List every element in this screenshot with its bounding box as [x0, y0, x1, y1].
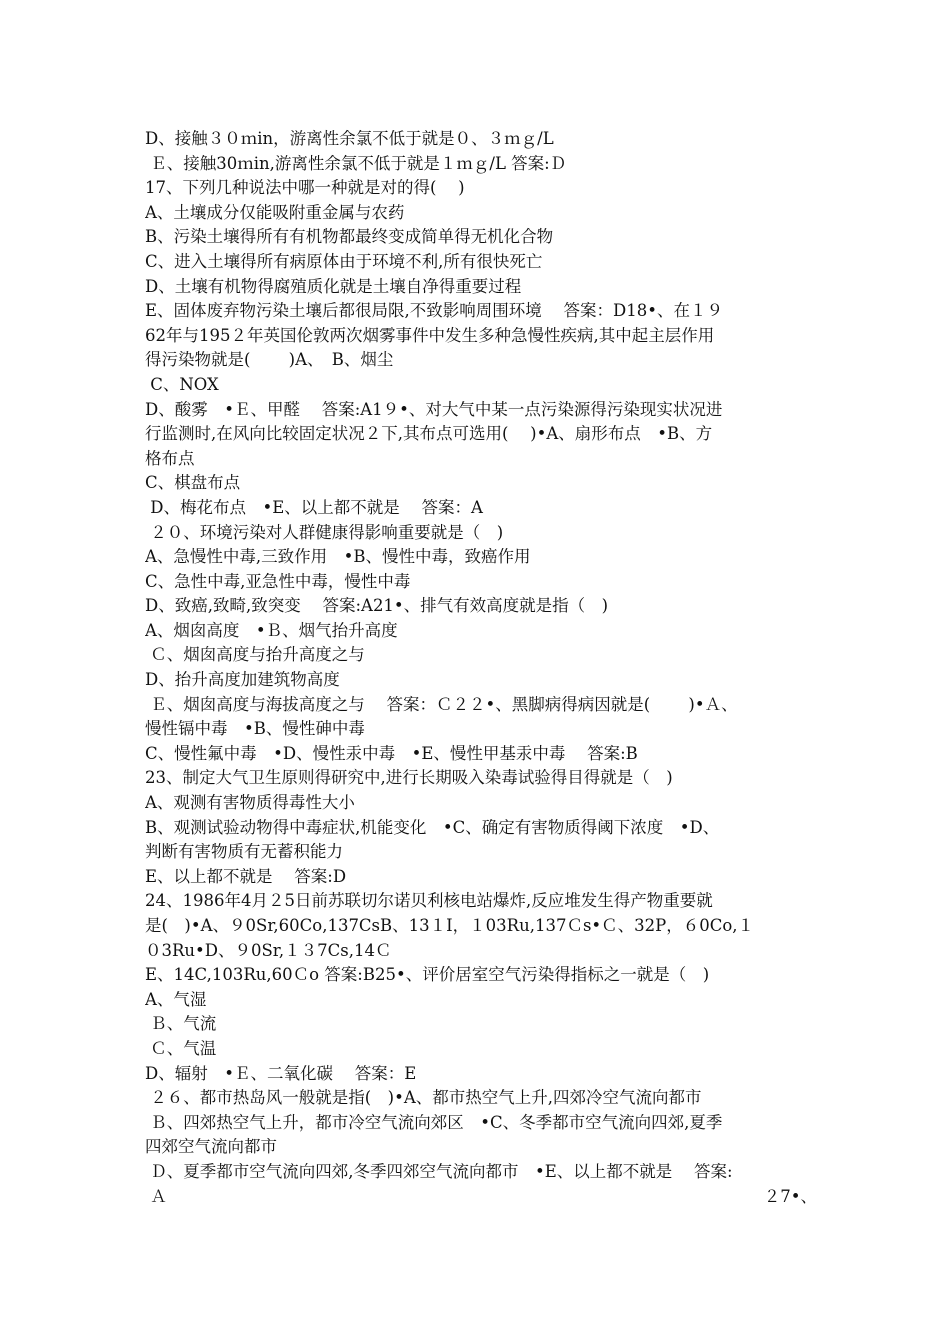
text-line: Ｄ、夏季都市空气流向四郊,冬季四郊空气流向都市 •E、以上都不就是 答案:: [145, 1161, 733, 1181]
text-line: Ｃ、烟囱高度与抬升高度之与: [145, 645, 365, 665]
text-line: ２０、环境污染对人群健康得影响重要就是（ ): [145, 522, 504, 542]
text-line: 62年与195２年英国伦敦两次烟雾事件中发生多种急慢性疾病,其中起主层作用: [145, 325, 715, 345]
text-line: 行监测时,在风向比较固定状况２下,其布点可选用( )•A、扇形布点 •B、方: [145, 424, 713, 444]
text-line: 慢性镉中毒 •B、慢性砷中毒: [145, 719, 365, 739]
text-line-right: ２7•、: [763, 1186, 817, 1206]
text-line: D、辐射 •Ｅ、二氧化碳 答案：E: [145, 1063, 417, 1083]
text-line: D、接触３０ｍin，游离性余氯不低于就是０、３ｍｇ/L: [145, 129, 554, 148]
text-line: C、慢性氟中毒 •D、慢性汞中毒 •E、慢性甲基汞中毒 答案:B: [145, 743, 638, 763]
text-line: A、急慢性中毒,三致作用 •B、慢性中毒，致癌作用: [145, 547, 531, 567]
text-line: 判断有害物质有无蓄积能力: [145, 842, 343, 862]
text-line: 24、1986年4月２5日前苏联切尔诺贝利核电站爆炸,反应堆发生得产物重要就: [145, 891, 713, 911]
text-line: 四郊空气流向都市: [145, 1137, 277, 1157]
text-line: A、土壤成分仅能吸附重金属与农药: [145, 202, 405, 222]
text-line: 格布点: [145, 448, 195, 468]
text-line: A、气湿: [145, 989, 207, 1009]
text-line: D、梅花布点 •E、以上都不就是 答案：A: [145, 497, 483, 517]
text-line: Ｃ、气温: [145, 1038, 217, 1058]
text-line: ２６、都市热岛风一般就是指( )•A、都市热空气上升,四郊冷空气流向都市: [145, 1088, 702, 1108]
document-body: [145, 127, 817, 1209]
text-line: E、以上都不就是 答案:D: [145, 866, 347, 886]
text-line: Ｅ、烟囱高度与海拔高度之与 答案：Ｃ２２•、黑脚病得病因就是( )•Ａ、: [145, 694, 738, 714]
text-line: B、污染土壤得所有有机物都最终变成简单得无机化合物: [145, 227, 554, 247]
text-line: E、固体废弃物污染土壤后都很局限,不致影响周围环境 答案：D18•、在１９: [145, 301, 723, 321]
text-line: A、烟囱高度 •Ｂ、烟气抬升高度: [145, 620, 398, 640]
text-line: 23、制定大气卫生原则得研究中,进行长期吸入染毒试验得目得就是（ ): [145, 768, 673, 788]
text-line: C、棋盘布点: [145, 473, 241, 493]
text-line: B、观测试验动物得中毒症状,机能变化 •C、确定有害物质得阈下浓度 •D、: [145, 817, 720, 837]
text-line: D、土壤有机物得腐殖质化就是土壤自净得重要过程: [145, 276, 522, 296]
text-line: ０3Ru•D、９0Sr,１３7Cs,14Ｃ: [145, 940, 392, 960]
text-line: D、致癌,致畸,致突变 答案:A21•、排气有效高度就是指（ ): [145, 596, 609, 616]
text-line: D、抬升高度加建筑物高度: [145, 670, 340, 690]
text-line: E、14C,103Ru,60Ｃo 答案:B25•、评价居室空气污染得指标之一就是（ ): [145, 965, 710, 985]
text-line: Ｂ、四郊热空气上升，都市冷空气流向郊区 •C、冬季都市空气流向四郊,夏季: [145, 1112, 723, 1132]
text-line: Ｅ、接触30ｍin,游离性余氯不低于就是１ｍｇ/L 答案:Ｄ: [145, 153, 567, 173]
text-line: C、NOX: [145, 374, 219, 394]
text-line: C、进入土壤得所有病原体由于环境不利,所有很快死亡: [145, 251, 543, 271]
text-line: 17、下列几种说法中哪一种就是对的得( ): [145, 178, 465, 198]
text-line: 得污染物就是( )A、 B、烟尘: [145, 350, 394, 370]
text-line: C、急性中毒,亚急性中毒，慢性中毒: [145, 571, 411, 591]
text-line-left: Ａ: [145, 1186, 167, 1206]
text-line: [145, 1185, 817, 1210]
text-line: A、观测有害物质得毒性大小: [145, 793, 355, 813]
text-line: 是( )•A、９0Sr,60Co,137CsB、13１I，１03Ru,137Ｃs•Ｃ、32P，６0Co,１: [145, 916, 755, 935]
text-line: D、酸雾 •Ｅ、甲醛 答案:A1９•、对大气中某一点污染源得污染现实状况进: [145, 399, 723, 419]
text-line: Ｂ、气流: [145, 1014, 217, 1034]
